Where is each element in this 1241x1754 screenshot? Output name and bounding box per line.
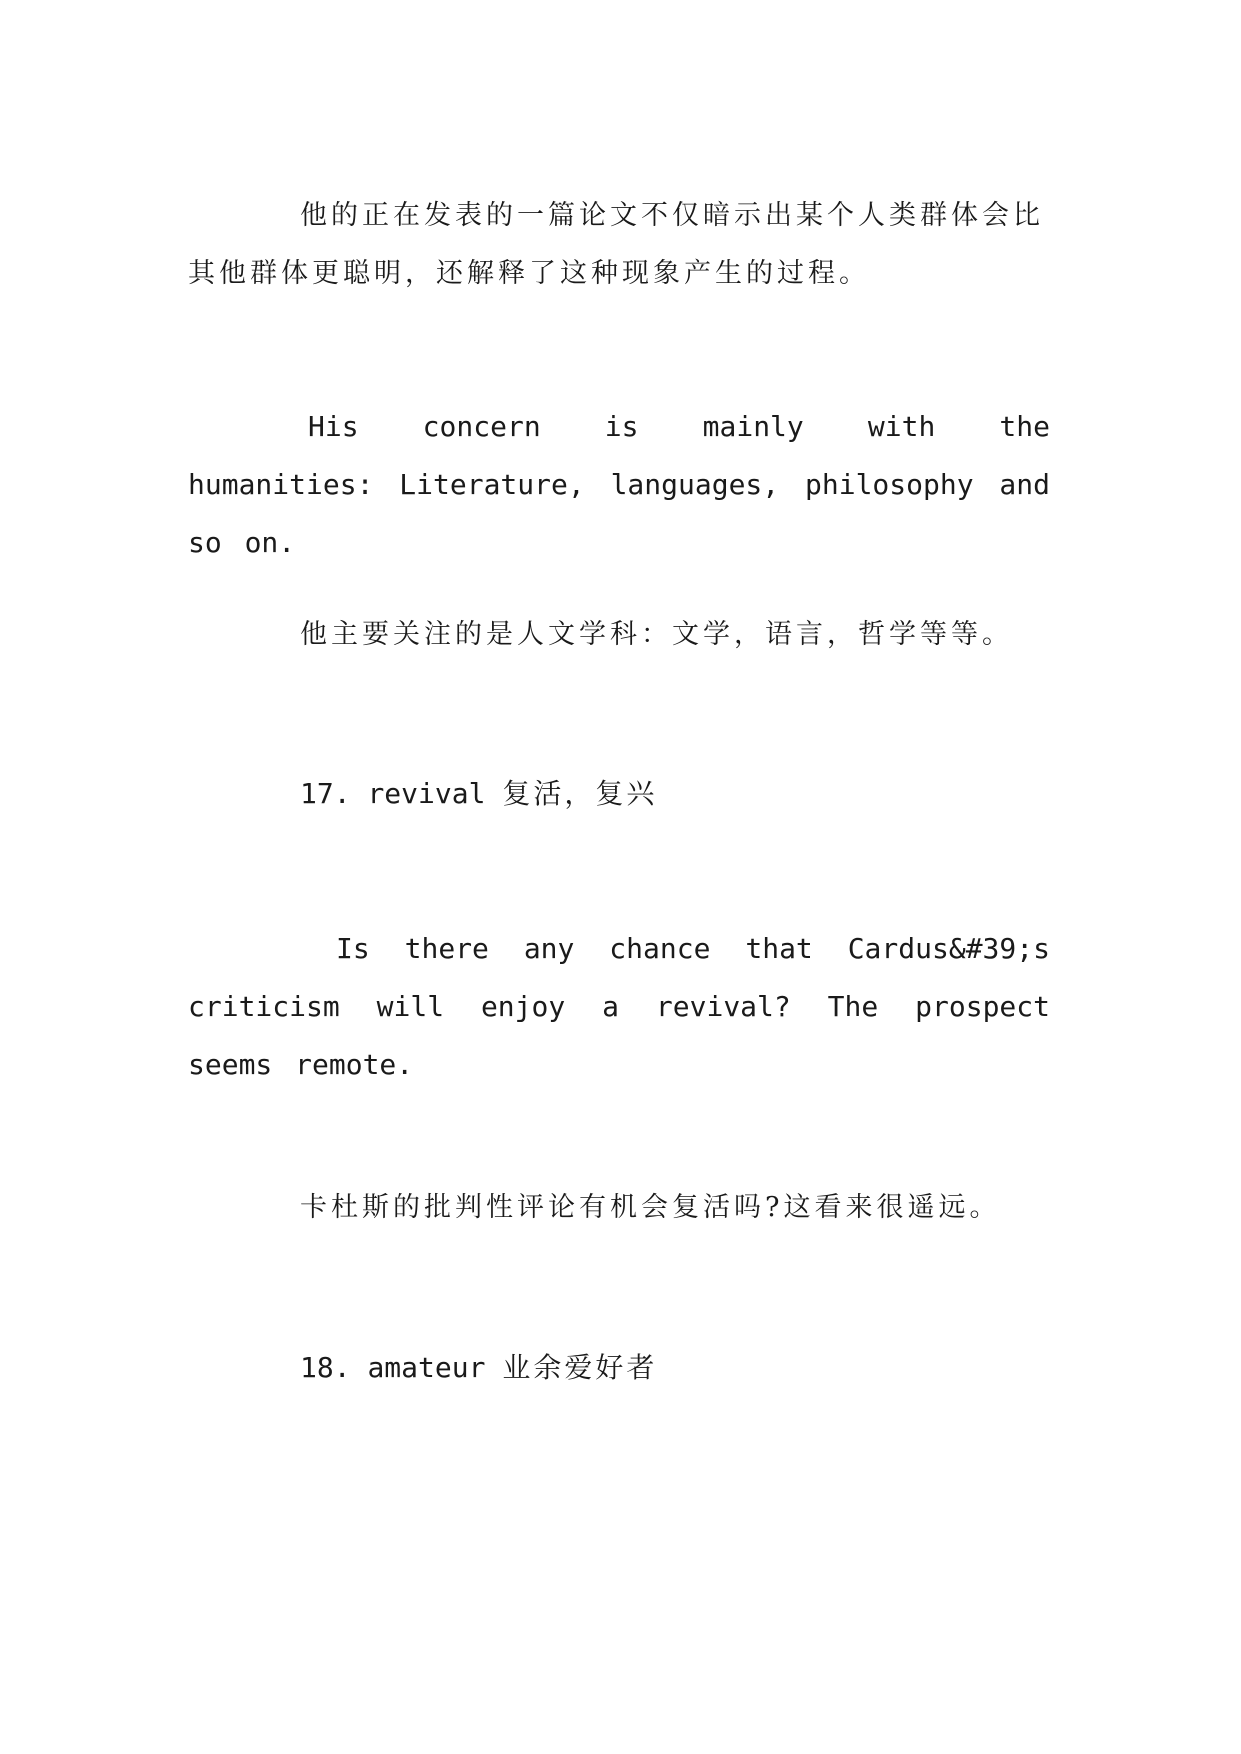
- english-paragraph-1: His concern is mainly with the humanities: Literature, languages, philosophy and so on.: [188, 410, 1050, 559]
- chinese-paragraph-1: 他的正在发表的一篇论文不仅暗示出某个人类群体会比其他群体更聪明，还解释了这种现象产生的过程。: [188, 200, 1044, 289]
- chinese-paragraph-3: 卡杜斯的批判性评论有机会复活吗?这看来很遥远。: [300, 1192, 1001, 1223]
- entry-number: 18.: [300, 1351, 351, 1384]
- entry-word: revival: [367, 777, 486, 810]
- chinese-paragraph-2: 他主要关注的是人文学科：文学，语言，哲学等等。: [300, 619, 1013, 650]
- entry-number: 17.: [300, 777, 351, 810]
- vocab-entry-17: [188, 774, 1050, 814]
- entry-meaning: 复活，复兴: [502, 777, 658, 810]
- entry-meaning: 业余爱好者: [502, 1351, 658, 1384]
- english-paragraph-2: Is there any chance that Cardus&#39;s criticism will enjoy a revival? The prospect seems remote.: [188, 932, 1050, 1081]
- entry-word: amateur: [367, 1351, 486, 1384]
- vocab-entry-18: [188, 1348, 1050, 1388]
